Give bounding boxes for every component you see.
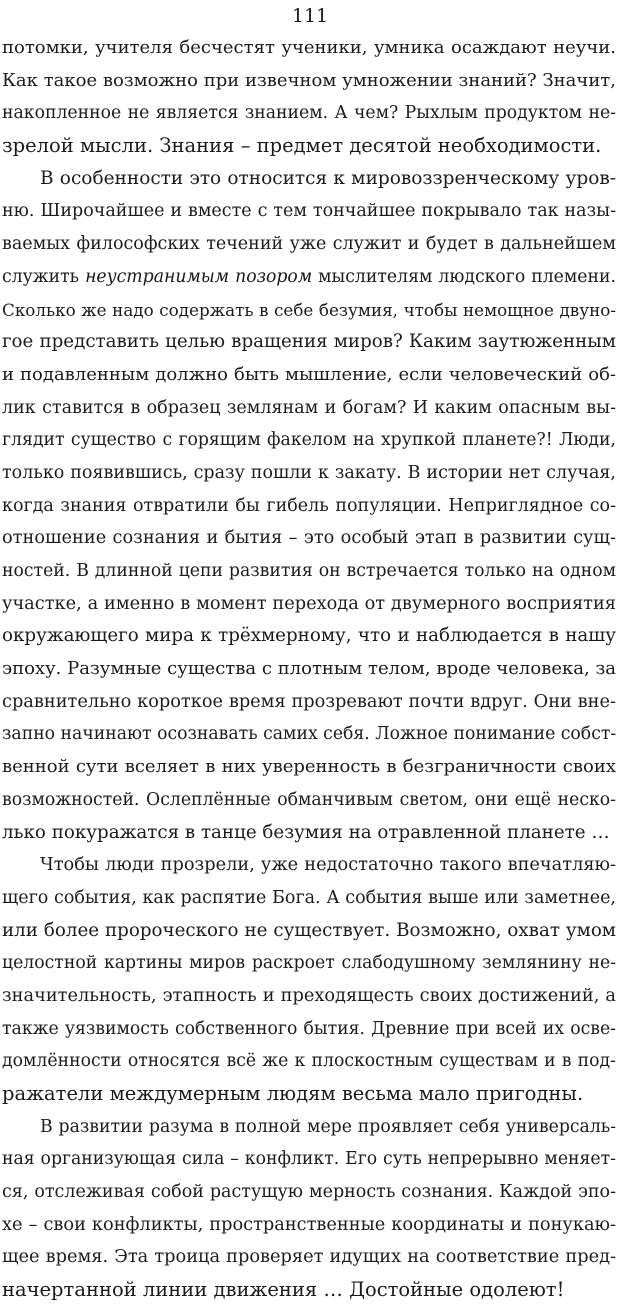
body-text: [2, 32, 616, 1307]
text-line: сравнительно короткое время прозревают почти вдруг. Они вне-: [2, 691, 616, 712]
text-line: когда знания отвратили бы гибель популяции. Неприглядное со-: [2, 495, 616, 516]
text-line: [2, 261, 616, 294]
text-line: запно начинают осознавать самих себя. Ложное понимание собст-: [2, 724, 617, 745]
text-line: эпоху. Разумные существа с плотным телом, вроде человека, за: [2, 658, 616, 680]
text-line: ваемых философских течений уже служит и будет в дальнейшем: [2, 234, 616, 255]
text-line: накопленное не является знанием. А чем? Рыхлым продуктом не-: [2, 103, 616, 124]
text-segment: мыслителям людского племени.: [312, 266, 616, 287]
text-line: окружающего мира к трёхмерному, что и наблюдается в нашу: [2, 625, 616, 647]
text-segment: служить: [2, 266, 86, 287]
text-line: хе – свои конфликты, пространственные координаты и понукаю-: [2, 1214, 616, 1235]
text-line: возможностей. Ослеплённые обманчивым светом, они ещё неско-: [2, 789, 616, 810]
text-line: участке, а именно в момент перехода от двумерного восприятия: [2, 593, 616, 614]
text-line: домлённости относятся всё же к плоскостным существам и в под-: [2, 1051, 616, 1072]
text-line: ражатели междумерным людям весьма мало пригодны.: [2, 1082, 584, 1105]
text-line: только появившись, сразу пошли к закату. В истории нет случая,: [2, 462, 616, 483]
text-line: лько покуражатся в танце безумия на отравленной планете …: [2, 821, 610, 843]
text-line: зрелой мысли. Знания – предмет десятой необходимости.: [2, 134, 602, 158]
text-line: значительность, этапность и преходящесть своих достижений, а: [2, 985, 616, 1006]
text-line: глядит существо с горящим факелом на хрупкой планете?! Люди,: [2, 430, 616, 451]
text-line: отношение сознания и бытия – это особый этап в развитии сущ-: [2, 528, 616, 549]
text-line: также уязвимость собственного бытия. Древние при всей их осве-: [2, 1018, 616, 1039]
italic-phrase: неустранимым позором: [85, 266, 313, 287]
text-line: ная организующая сила – конфликт. Его суть непрерывно меняет-: [2, 1149, 616, 1170]
text-line: венной сути вселяет в них уверенность в безграничности своих: [2, 756, 616, 778]
text-line: лик ставится в образец землянам и богам? И каким опасным вы-: [2, 397, 616, 418]
text-line: ностей. В длинной цепи развития он встречается только на одном: [2, 561, 616, 581]
text-line: щего события, как распятие Бога. А события выше или заметнее,: [2, 887, 616, 908]
text-line: Сколько же надо содержать в себе безумия, чтобы немощное двуно-: [2, 299, 616, 320]
text-line: щее время. Эта троица проверяет идущих на соответствие пред-: [2, 1247, 616, 1268]
text-line: гое представить целью вращения миров? Каким заутюженным: [2, 331, 616, 353]
text-line: ню. Широчайшее и вместе с тем тончайшее покрывало так назы-: [2, 201, 616, 222]
text-line: Чтобы люди прозрели, уже недостаточно такого впечатляю-: [40, 855, 616, 876]
page-number: 111: [291, 5, 329, 27]
text-line: начертанной линии движения … Достойные одолеют!: [2, 1278, 565, 1302]
text-line: ся, отслеживая собой растущую мерность сознания. Каждой эпо-: [2, 1182, 616, 1203]
text-line: потомки, учителя бесчестят ученики, умника осаждают неучи.: [2, 37, 616, 58]
text-line: Как такое возможно при извечном умножении знаний? Значит,: [2, 69, 616, 91]
text-line: или более пророческого не существует. Возможно, охват умом: [2, 919, 616, 941]
text-line: В развитии разума в полной мере проявляет себя универсаль-: [40, 1116, 616, 1137]
text-line: и подавленным должно быть мышление, если человеческий об-: [2, 363, 616, 385]
text-line: целостной картины миров раскроет слабодушному землянину не-: [2, 953, 616, 974]
text-line: В особенности это относится к мировоззренческому уров-: [40, 167, 616, 189]
